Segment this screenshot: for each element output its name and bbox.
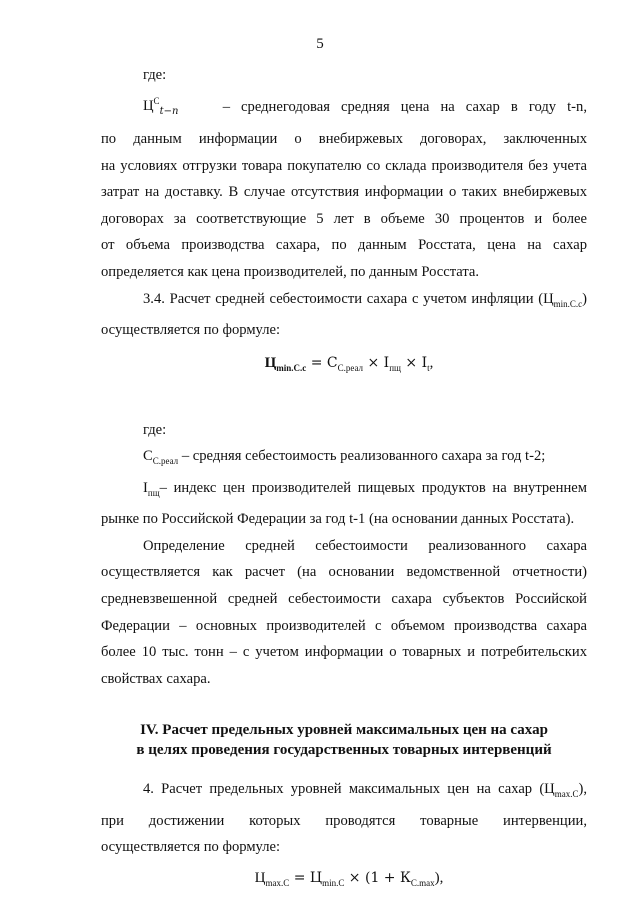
paragraph-definition-line: более 10 тыс. тонн – с учетом информации о товарных и потребительских [101,644,587,661]
definition-2b: $I_{пщ}-$ индекс цен производителей пищевых продуктов на внутреннем [143,479,587,498]
formula-min-cost: $Ц_{min.C.c} = С_{C.реал} \times I_{пщ} \times I_t$, [264,354,434,373]
paragraph-definition-line: осуществляется как расчет (на основании ведомственной отчетности) [101,564,587,581]
formula-max-price: $Ц_{max.C} = Ц_{min.C} \times (1 + К_{C.max})$, [254,870,444,889]
section-heading [101,720,587,760]
section-heading-line: в целях проведения государственных товарных интервенций [136,742,552,759]
definition-1-line: определяется как цена производителей, по данным Росстата. [101,263,480,280]
definition-1-line: от объема производства сахара, по данным Росстата, цена на сахар [101,237,587,254]
where-label-1: где: [143,67,167,83]
definition-1-line: затрат на доставку. В случае отсутствия информации о таких внебиржевых [101,184,587,201]
definition-1-first-line: $Ц^C_{t-n}$ – среднегодовая средняя цена на сахар в году t-n, [143,96,587,118]
paragraph-4-line: при достижении которых проводятся товарные интервенции, [101,812,587,829]
definition-2b-line: рынке по Российской Федерации за год t-1 (на основании данных Росстата). [101,511,575,528]
section-heading-line: IV. Расчет предельных уровней максимальных цен на сахар [140,722,548,739]
paragraph-definition-line: Определение средней себестоимости реализованного сахара [143,537,587,554]
paragraph-3-4-line: осуществляется по формуле: [101,322,281,339]
symbol-price-avg: $Ц^C_{t-n}$ [143,96,179,118]
definition-2a: $С_{C.реал}$ – средняя себестоимость реализованного сахара за год t-2; [143,448,546,467]
definition-1-line: договорах за соответствующие 5 лет в объеме 30 процентов и более [101,210,587,227]
where-label-2: где: [143,421,167,438]
paragraph-definition-line: средневзвешенной средней себестоимости сахара субъектов Российской [101,590,587,607]
paragraph-definition-line: Федерации – основных производителей с объемом производства сахара [101,617,587,634]
page-number: 5 [316,36,324,52]
definition-1-line: по данным информации о внебиржевых договорах, заключенных [101,130,587,147]
page-content [101,62,587,896]
paragraph-3-4-line: 3.4. Расчет средней себестоимости сахара с учетом инфляции $(Ц_{min.C.c})$ [143,290,587,309]
definition-1-line: на условиях отгрузки товара покупателю со склада производителя без учета [101,157,587,174]
paragraph-4-line: 4. Расчет предельных уровней максимальных цен на сахар $(Ц_{max.C})$, [143,781,587,800]
paragraph-4-line: осуществляется по формуле: [101,839,281,856]
paragraph-definition-line: свойствах сахара. [101,670,211,687]
